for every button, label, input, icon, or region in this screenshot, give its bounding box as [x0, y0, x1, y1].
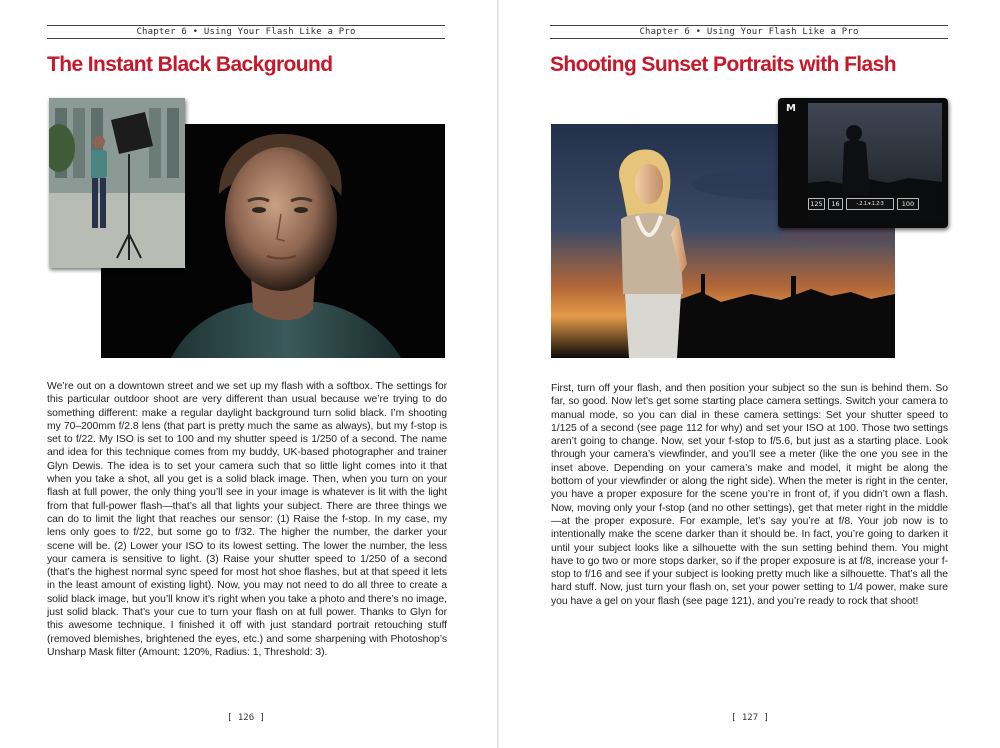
page-number: [ 127 ] — [731, 713, 769, 723]
shutter-speed-readout: 125 — [808, 198, 825, 210]
page-title: The Instant Black Background — [47, 53, 333, 76]
running-head: Chapter 6 • Using Your Flash Like a Pro — [47, 25, 445, 39]
viewfinder-readouts — [808, 197, 944, 211]
aperture-readout: 16 — [828, 198, 843, 210]
softbox-setup-inset-photo — [49, 98, 185, 268]
left-page — [0, 0, 498, 748]
iso-readout: 100 — [897, 198, 919, 210]
camera-viewfinder-inset — [778, 98, 948, 228]
body-text: First, turn off your flash, and then position your subject so the sun is behind them. So far, so good. Now let’s get some starting place camera settings. Switch your camera to manual mode, so you can dial in these camera settings: Set your shutter speed to 1/125 of a second (see page 112 for why) and set your ISO at 100. Those two settings aren’t going to change. Now, set your f-stop to f/5.6, but just as a starting place. Look through your camera’s viewfinder, and you’ll see a meter (like the one you see in the inset above. Depending on your camera’s make and model, it might be along the bottom of your viewfinder or along the right side). When the meter is right in the center, you have a proper exposure for the scene you’re in front of, if you didn’t own a flash. Now, moving only your f-stop (and no other settings), get that meter right in the middle—at the proper exposure. For example, let’s say you’re at f/8. Your job now is to intentionally make the scene darker than it should be. In fact, you’re going to darken it until your subject looks like a silhouette with the sun setting behind them. You might have to go two or more stops darker, so if the proper exposure is at f/8, increase your f-stop to f/16 and see if your subject is looking pretty much like a silhouette. That’s all the hard stuff. Now, just turn your flash on, set your power setting to 1/4 power, make sure you have a gel on your flash (see page 121), and you’re ready to rock that shoot! — [551, 383, 948, 607]
page-title: Shooting Sunset Portraits with Flash — [550, 53, 896, 76]
exposure-meter: -.2.1.▾.1.2:3 — [846, 198, 894, 210]
page-number: [ 126 ] — [227, 713, 265, 723]
body-text: We’re out on a downtown street and we set up my flash with a softbox. The settings for this particular outdoor shoot are very different than usual because we’re trying to do something different: make a regular daylight background turn solid black. I’m shooting my 70–200mm f/2.8 lens (that part is pretty much the same as always), but my f-stop is set to f/22. My ISO is set to 100 and my shutter speed is 1/250 of a second. The name and idea for this technique comes from my buddy, UK-based photographer and trainer Glyn Dewis. The idea is to set your camera such that so little light comes into it that when you take a shot, all you get is a solid black image. Then, when you turn on your flash at full power, the only thing you’ll see in your image is whatever is lit with the light from that full-power flash—that’s all that lights your subject. There are three things we can do to limit the light that reaches our sensor: (1) Raise the f-stop. In my case, my lens only goes to f/22, but some go to f/32. The higher the number, the darker your scene will be. (2) Lower your ISO to its lowest setting. The lower the number, the less your camera is sensitive to light. (3) Raise your shutter speed to 1/250 of a second (that’s the highest normal sync speed for most hot shoe flashes, but at that speed it lets in the least amount of existing light). Now, you may not need to do all three to create a solid black image, but you’ll know it’s right when you take a photo and there’s no image, just solid black. That’s your cue to turn your flash on at full power. Thanks to Glyn for this awesome technique. I finished it off with just standard portrait retouching stuff (removed blemishes, brightened the eyes, etc.) and some sharpening with Photoshop’s Unsharp Mask filter (Amount: 120%, Radius: 1, Threshold: 3). — [47, 381, 447, 658]
running-head: Chapter 6 • Using Your Flash Like a Pro — [550, 25, 948, 39]
setup-photo-art — [49, 98, 185, 268]
camera-mode-label: M — [786, 103, 796, 114]
right-page — [502, 0, 1000, 748]
